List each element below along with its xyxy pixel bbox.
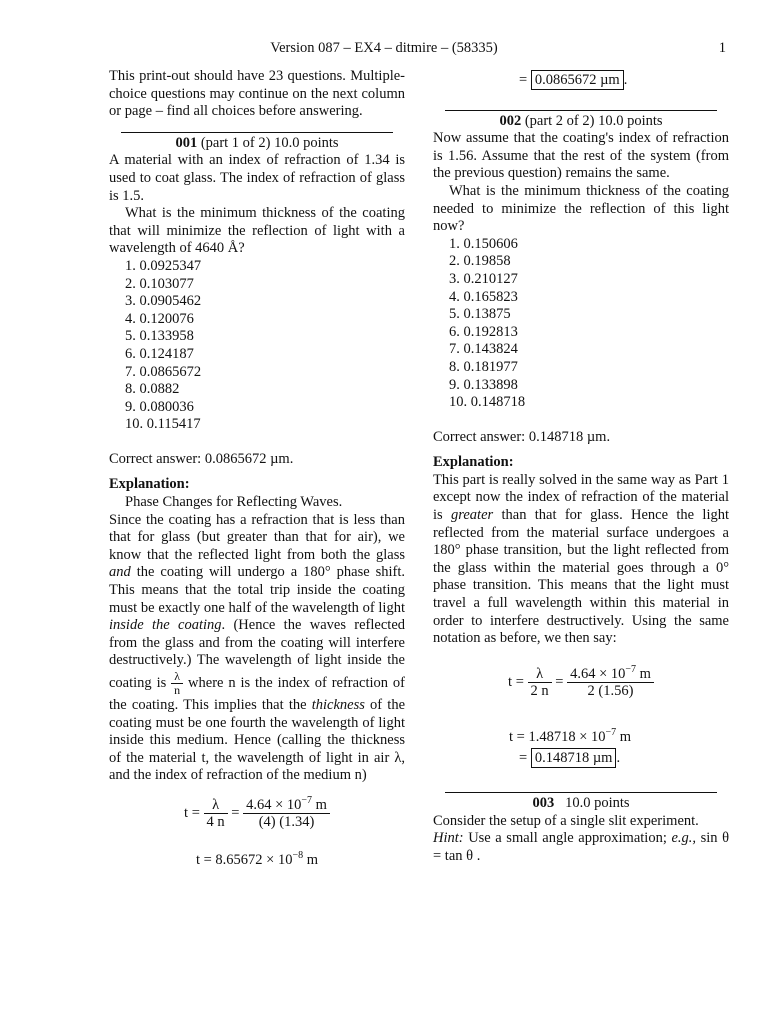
right-column — [433, 68, 729, 865]
equation-5 — [433, 726, 729, 747]
fraction-numerator: λ — [528, 666, 552, 683]
hint-label: Hint: — [433, 830, 464, 847]
correct-answer-value: 0.0865672 µm. — [204, 450, 294, 467]
fraction-denominator: 4 n — [206, 813, 225, 830]
question-3-header — [433, 795, 729, 813]
left-column — [109, 68, 405, 870]
question-1-choices — [109, 258, 405, 434]
question-1-text: A material with an index of refraction of 1.34 is used to coat glass. The index of refraction of glass is 1.5. — [109, 152, 405, 204]
hint-part-a: Use a small angle approximation; — [468, 830, 667, 847]
question-divider — [445, 110, 717, 111]
equation-unit: m — [616, 728, 632, 745]
explanation-part-b: the coating will undergo a 180° phase shift. This means that the total trip inside the coating must be exactly one half of the wavelength of light — [109, 564, 406, 616]
question-3-text: Consider the setup of a single slit experiment. — [433, 812, 699, 829]
equation-exponent: −7 — [605, 726, 617, 738]
choice-5: 5. 0.13875 — [449, 306, 511, 323]
equation-fraction-1 — [528, 666, 552, 699]
page-header — [0, 40, 768, 60]
equation-2 — [109, 852, 405, 870]
explanation-emphasis-and: and — [109, 564, 131, 581]
choice-7: 7. 0.0865672 — [125, 363, 202, 380]
explanation-emphasis-thickness: thickness — [311, 697, 365, 713]
choice-3: 3. 0.210127 — [449, 270, 518, 287]
question-1-number: 001 — [175, 134, 198, 151]
question-2-number: 002 — [499, 112, 522, 129]
explanation-part-d: where n is the index of refraction of the coating. This implies that the — [109, 674, 406, 713]
equation-equals: = — [555, 673, 564, 690]
equation-end: . — [623, 72, 628, 88]
page-number: 1 — [718, 40, 726, 56]
choice-2: 2. 0.103077 — [125, 275, 194, 292]
choice-8: 8. 0.181977 — [449, 358, 518, 375]
equation-equals: = — [231, 804, 240, 821]
question-2-text: Now assume that the coating's index of refraction is 1.56. Assume that the rest of the system (from the previous question) remains the same. — [433, 130, 729, 182]
choice-8: 8. 0.0882 — [125, 381, 180, 398]
equation-equals: = — [519, 72, 528, 88]
question-3-hint — [433, 830, 729, 865]
question-2-meta: (part 2 of 2) 10.0 points — [524, 112, 663, 129]
question-2-header — [433, 113, 729, 131]
choice-9: 9. 0.080036 — [125, 398, 194, 415]
equation-3 — [433, 72, 729, 90]
fraction-numerator: λ — [204, 797, 228, 814]
explanation-part-b: than that for glass. Hence the light reflected from the material surface undergoes a 180° phase transition, but the light reflected from the glass within the material goes through a 0° phase transition. This means that the light must travel a full wavelength within this material in order to interfere destructively. Using the same notation as before, we then say: — [433, 507, 729, 647]
question-2-correct-answer — [433, 429, 729, 447]
choice-10: 10. 0.115417 — [125, 416, 201, 433]
fraction-numerator: $4.64 \times 10^{-7}$ m — [567, 666, 654, 683]
hint-emphasis-eg: e.g., — [671, 830, 696, 847]
document-title: Version 087 – EX4 – ditmire – (58335) — [270, 40, 498, 56]
equation-fraction-2 — [567, 663, 654, 699]
fraction-denominator: 2 (1.56) — [587, 682, 634, 699]
equation-4 — [433, 663, 729, 699]
question-1-prompt: What is the minimum thickness of the coating that will minimize the reflection of light with a wavelength of 4640 Å? — [109, 205, 405, 257]
choice-7: 7. 0.143824 — [449, 341, 518, 358]
inline-fraction — [171, 670, 183, 697]
question-1-header — [109, 135, 405, 153]
fraction-denominator: n — [174, 683, 181, 697]
choice-5: 5. 0.133958 — [125, 328, 194, 345]
question-2-prompt: What is the minimum thickness of the coating needed to minimize the reflection of this light now? — [433, 182, 729, 235]
explanation-text — [109, 512, 405, 785]
choice-1: 1. 0.150606 — [449, 235, 518, 252]
explanation-label: Explanation: — [109, 476, 190, 493]
explanation-part-c: . (Hence the waves reflected from the glass and from the coating will interfere destructively.) The wavelength of light inside the coating is — [109, 617, 405, 691]
correct-answer-label: Correct answer: — [109, 450, 202, 467]
choice-9: 9. 0.133898 — [449, 376, 518, 393]
explanation-part-a: Since the coating has a refraction that is less than that for glass (but greater than that for air), we know that the reflected light from both the glass — [109, 511, 405, 563]
intro-text: This print-out should have 23 questions. Multiple-choice questions may continue on the next column or page – find all choices before answering. — [109, 68, 405, 120]
explanation-emphasis-greater: greater — [451, 507, 494, 524]
question-1-correct-answer — [109, 451, 405, 469]
fraction-numerator: λ — [171, 670, 183, 684]
equation-1 — [109, 797, 405, 830]
question-1-meta: (part 1 of 2) 10.0 points — [200, 134, 339, 151]
equation-end: . — [616, 750, 621, 767]
choice-10: 10. 0.148718 — [449, 394, 526, 411]
equation-equals: = — [519, 750, 528, 767]
question-3-number: 003 — [532, 795, 555, 811]
equation-6 — [433, 750, 729, 768]
equation-lhs: t = — [184, 804, 200, 821]
question-3-meta: 10.0 points — [565, 795, 630, 811]
choice-2: 2. 0.19858 — [449, 253, 511, 270]
choice-6: 6. 0.124187 — [125, 345, 194, 362]
question-divider — [445, 792, 717, 793]
explanation-text — [433, 472, 729, 648]
choice-4: 4. 0.120076 — [125, 310, 194, 327]
fraction-denominator: 2 n — [530, 682, 549, 699]
boxed-answer: 0.148718 µm — [531, 748, 617, 768]
choice-3: 3. 0.0905462 — [125, 293, 202, 310]
explanation-part-e: of the coating must be one fourth the wavelength of light inside this medium. Hence (calling the thickness of the material t, the wavelength of light in air λ, and the index of refraction of the medium n) — [109, 697, 406, 784]
equation-fraction-1 — [204, 797, 228, 830]
fraction-numerator: $4.64 \times 10^{-7}$ m — [243, 797, 330, 814]
explanation-label: Explanation: — [433, 454, 514, 471]
question-2-choices — [433, 236, 729, 412]
equation-fraction-2 — [243, 797, 330, 830]
choice-6: 6. 0.192813 — [449, 323, 518, 340]
question-divider — [121, 132, 393, 133]
fraction-denominator: (4) (1.34) — [258, 813, 315, 830]
choice-4: 4. 0.165823 — [449, 288, 518, 305]
correct-answer-label: Correct answer: — [433, 428, 526, 445]
equation-lhs: t = — [508, 673, 524, 690]
explanation-emphasis-inside: inside the coating — [109, 617, 222, 634]
explanation-part-a: This part is really solved in the same way as Part 1 except now the index of refraction of the material is — [433, 471, 729, 524]
explanation-title: Phase Changes for Reflecting Waves. — [125, 494, 343, 511]
equation-main: t = 8.65672 × 10 — [195, 851, 293, 868]
equation-exponent: −8 — [292, 850, 304, 862]
equation-unit: m — [303, 851, 319, 868]
hint-part-b: sin θ = tan θ . — [433, 830, 730, 864]
boxed-answer: 0.0865672 µm — [531, 70, 624, 90]
correct-answer-value: 0.148718 µm. — [528, 428, 611, 445]
equation-main: t = 1.48718 × 10 — [509, 728, 606, 745]
choice-1: 1. 0.0925347 — [125, 257, 202, 274]
